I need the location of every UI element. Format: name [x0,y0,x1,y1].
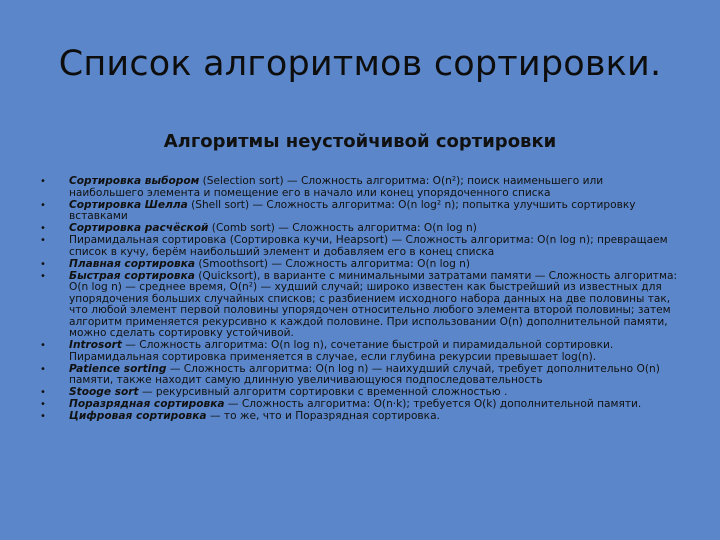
bullet-icon: • [40,363,46,375]
list-item [40,387,680,399]
algorithm-description: (Selection sort) — Сложность алгоритма: O(n²); поиск наименьшего или наибольшего элемента и помещение его в начало или конец упорядоченного списка [69,175,604,199]
algorithm-list [40,176,680,423]
algorithm-name: Цифровая сортировка [69,410,207,422]
list-item [40,200,680,223]
slide-title: Список алгоритмов сортировки. [58,44,662,84]
algorithm-name: Плавная сортировка [69,257,196,270]
list-item [40,271,680,340]
algorithm-description: — Сложность алгоритма: O(n log n) — наихудший случай, требует дополнительно O(n) памяти, также находит самую длинную увеличивающуюся подпоследовательность [69,362,660,386]
bullet-icon: • [40,387,46,398]
list-item [40,259,680,271]
algorithm-description: (Comb sort) — Сложность алгоритма: O(n log n) [208,222,477,234]
algorithm-name: Поразрядная сортировка [69,398,225,410]
algorithm-description: Пирамидальная сортировка (Сортировка кучи, Heapsort) — Сложность алгоритма: O(n log n); превращаем список в кучу, берём наибольший элемент и добавляем его в конец списка [69,234,668,258]
list-item [40,223,680,235]
algorithm-name: Patience sorting [69,362,167,375]
bullet-icon: • [40,235,46,246]
algorithm-name: Stooge sort [69,386,139,398]
list-item [40,176,680,199]
algorithm-name: Сортировка расчёской [69,222,209,234]
slide-subtitle: Алгоритмы неустойчивой сортировки [163,131,557,152]
list-item [40,340,680,363]
bullet-icon: • [40,176,46,187]
bullet-icon: • [40,258,46,270]
algorithm-description: — Сложность алгоритма: O(n·k); требуется O(k) дополнительной памяти. [224,398,642,410]
bullet-icon: • [40,411,46,422]
algorithm-description: — то же, что и Поразрядная сортировка. [206,410,440,422]
bullet-icon: • [40,340,46,351]
algorithm-description: (Quicksort), в варианте с минимальными затратами памяти — Сложность алгоритма: O(n log n) — среднее время, O(n²) — худший случай; широко известен как быстрейший из известных для упорядочения больших случайных списков; с разбиением исходного набора данных на две половины так, что любой элемент первой половины упорядочен относительно любого элемента второй половины; затем алгоритм применяется рекурсивно к каждой половине. При использовании O(n) дополнительной памяти, можно сделать сортировку устойчивой. [69,269,678,339]
algorithm-name: Introsort [69,339,122,351]
list-item [40,235,680,258]
algorithm-description: (Shell sort) — Сложность алгоритма: O(n log² n); попытка улучшить сортировку вставками [69,198,636,222]
algorithm-name: Быстрая сортировка [69,269,195,282]
algorithm-name: Сортировка выбором [69,175,200,187]
bullet-icon: • [40,223,46,234]
list-item [40,411,680,423]
list-item [40,364,680,387]
algorithm-description: (Smoothsort) — Сложность алгоритма: O(n log n) [195,257,471,270]
bullet-icon: • [40,199,46,211]
algorithm-description: — рекурсивный алгоритм сортировки с временной сложностью . [138,386,508,398]
list-item [40,399,680,411]
bullet-icon: • [40,399,46,410]
algorithm-description: — Сложность алгоритма: O(n log n), сочетание быстрой и пирамидальной сортировки. Пирамидальная сортировка применяется в случае, если глубина рекурсии превышает log(n). [69,339,614,363]
bullet-icon: • [40,270,46,282]
algorithm-name: Сортировка Шелла [69,198,188,211]
